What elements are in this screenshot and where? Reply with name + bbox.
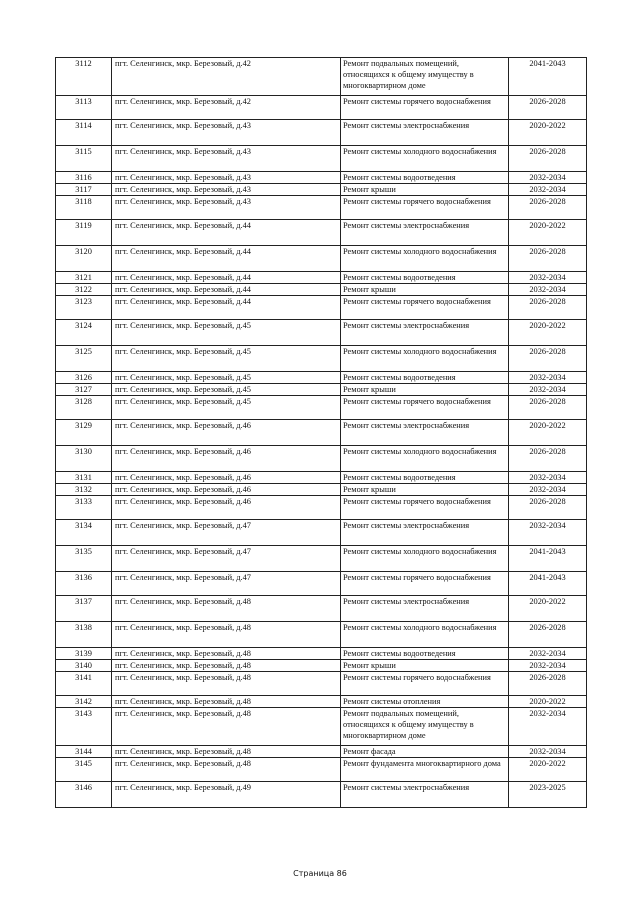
- row-address: пгт. Селенгинск, мкр. Березовый, д.48: [112, 708, 341, 746]
- row-work-type: Ремонт системы горячего водоснабжения: [341, 396, 509, 420]
- row-address: пгт. Селенгинск, мкр. Березовый, д.43: [112, 146, 341, 172]
- row-period: 2020-2022: [509, 420, 587, 446]
- table-row: [56, 622, 587, 648]
- table-row: [56, 572, 587, 596]
- row-address: пгт. Селенгинск, мкр. Березовый, д.45: [112, 396, 341, 420]
- row-period: 2026-2028: [509, 672, 587, 696]
- row-period: 2032-2034: [509, 172, 587, 184]
- row-period: 2026-2028: [509, 622, 587, 648]
- row-period: 2032-2034: [509, 384, 587, 396]
- row-work-type: Ремонт системы холодного водоснабжения: [341, 346, 509, 372]
- row-number: 3114: [56, 120, 112, 146]
- row-address: пгт. Селенгинск, мкр. Березовый, д.49: [112, 782, 341, 808]
- row-address: пгт. Селенгинск, мкр. Березовый, д.48: [112, 648, 341, 660]
- row-period: 2032-2034: [509, 184, 587, 196]
- row-period: 2032-2034: [509, 708, 587, 746]
- row-work-type: Ремонт крыши: [341, 184, 509, 196]
- row-period: 2041-2043: [509, 58, 587, 96]
- row-number: 3145: [56, 758, 112, 782]
- row-work-type: Ремонт фундамента многоквартирного дома: [341, 758, 509, 782]
- row-work-type: Ремонт системы горячего водоснабжения: [341, 96, 509, 120]
- row-period: 2032-2034: [509, 520, 587, 546]
- row-address: пгт. Селенгинск, мкр. Березовый, д.45: [112, 384, 341, 396]
- table-row: [56, 446, 587, 472]
- row-period: 2032-2034: [509, 472, 587, 484]
- row-address: пгт. Селенгинск, мкр. Березовый, д.46: [112, 484, 341, 496]
- row-period: 2032-2034: [509, 660, 587, 672]
- row-work-type: Ремонт системы водоотведения: [341, 272, 509, 284]
- row-number: 3144: [56, 746, 112, 758]
- row-address: пгт. Селенгинск, мкр. Березовый, д.48: [112, 746, 341, 758]
- row-work-type: Ремонт системы электроснабжения: [341, 520, 509, 546]
- row-address: пгт. Селенгинск, мкр. Березовый, д.48: [112, 672, 341, 696]
- row-work-type: Ремонт крыши: [341, 284, 509, 296]
- row-work-type: Ремонт системы водоотведения: [341, 648, 509, 660]
- row-address: пгт. Селенгинск, мкр. Березовый, д.44: [112, 272, 341, 284]
- table-row: [56, 746, 587, 758]
- row-period: 2020-2022: [509, 758, 587, 782]
- table-row: [56, 146, 587, 172]
- row-period: 2032-2034: [509, 648, 587, 660]
- row-number: 3115: [56, 146, 112, 172]
- table-row: [56, 520, 587, 546]
- row-address: пгт. Селенгинск, мкр. Березовый, д.48: [112, 696, 341, 708]
- row-period: 2023-2025: [509, 782, 587, 808]
- row-period: 2020-2022: [509, 220, 587, 246]
- row-number: 3134: [56, 520, 112, 546]
- row-period: 2032-2034: [509, 746, 587, 758]
- row-address: пгт. Селенгинск, мкр. Березовый, д.43: [112, 172, 341, 184]
- table-row: [56, 708, 587, 746]
- row-number: 3136: [56, 572, 112, 596]
- row-address: пгт. Селенгинск, мкр. Березовый, д.45: [112, 320, 341, 346]
- row-number: 3133: [56, 496, 112, 520]
- table-row: [56, 420, 587, 446]
- row-address: пгт. Селенгинск, мкр. Березовый, д.45: [112, 346, 341, 372]
- row-work-type: Ремонт подвальных помещений, относящихся к общему имуществу в многоквартирном доме: [341, 58, 509, 96]
- row-period: 2041-2043: [509, 546, 587, 572]
- row-number: 3139: [56, 648, 112, 660]
- row-address: пгт. Селенгинск, мкр. Березовый, д.43: [112, 196, 341, 220]
- table-row: [56, 172, 587, 184]
- row-period: 2032-2034: [509, 272, 587, 284]
- table-row: [56, 120, 587, 146]
- row-number: 3121: [56, 272, 112, 284]
- row-address: пгт. Селенгинск, мкр. Березовый, д.44: [112, 296, 341, 320]
- row-number: 3116: [56, 172, 112, 184]
- table-row: [56, 648, 587, 660]
- row-period: 2032-2034: [509, 372, 587, 384]
- row-period: 2026-2028: [509, 96, 587, 120]
- table-row: [56, 58, 587, 96]
- row-number: 3131: [56, 472, 112, 484]
- row-work-type: Ремонт системы горячего водоснабжения: [341, 672, 509, 696]
- table-row: [56, 782, 587, 808]
- row-address: пгт. Селенгинск, мкр. Березовый, д.47: [112, 520, 341, 546]
- row-address: пгт. Селенгинск, мкр. Березовый, д.47: [112, 546, 341, 572]
- row-work-type: Ремонт системы электроснабжения: [341, 320, 509, 346]
- row-address: пгт. Селенгинск, мкр. Березовый, д.48: [112, 596, 341, 622]
- row-work-type: Ремонт крыши: [341, 384, 509, 396]
- table-row: [56, 372, 587, 384]
- row-address: пгт. Селенгинск, мкр. Березовый, д.47: [112, 572, 341, 596]
- row-number: 3140: [56, 660, 112, 672]
- row-number: 3113: [56, 96, 112, 120]
- row-work-type: Ремонт подвальных помещений, относящихся к общему имуществу в многоквартирном доме: [341, 708, 509, 746]
- row-number: 3125: [56, 346, 112, 372]
- row-address: пгт. Селенгинск, мкр. Березовый, д.46: [112, 496, 341, 520]
- row-number: 3135: [56, 546, 112, 572]
- table-row: [56, 220, 587, 246]
- row-work-type: Ремонт системы водоотведения: [341, 472, 509, 484]
- row-period: 2020-2022: [509, 596, 587, 622]
- row-period: 2032-2034: [509, 284, 587, 296]
- row-number: 3137: [56, 596, 112, 622]
- table-row: [56, 284, 587, 296]
- row-work-type: Ремонт фасада: [341, 746, 509, 758]
- table-row: [56, 484, 587, 496]
- row-period: 2026-2028: [509, 346, 587, 372]
- row-period: 2026-2028: [509, 496, 587, 520]
- table-row: [56, 246, 587, 272]
- row-number: 3141: [56, 672, 112, 696]
- row-period: 2026-2028: [509, 146, 587, 172]
- table-row: [56, 184, 587, 196]
- row-work-type: Ремонт системы электроснабжения: [341, 596, 509, 622]
- row-work-type: Ремонт системы водоотведения: [341, 372, 509, 384]
- table-row: [56, 96, 587, 120]
- row-work-type: Ремонт системы электроснабжения: [341, 120, 509, 146]
- row-work-type: Ремонт крыши: [341, 660, 509, 672]
- row-number: 3132: [56, 484, 112, 496]
- row-number: 3112: [56, 58, 112, 96]
- row-work-type: Ремонт системы горячего водоснабжения: [341, 572, 509, 596]
- row-number: 3126: [56, 372, 112, 384]
- table-row: [56, 672, 587, 696]
- row-address: пгт. Селенгинск, мкр. Березовый, д.44: [112, 284, 341, 296]
- row-work-type: Ремонт системы электроснабжения: [341, 782, 509, 808]
- row-number: 3122: [56, 284, 112, 296]
- row-period: 2020-2022: [509, 320, 587, 346]
- page-number: Страница 86: [293, 869, 347, 878]
- table-row: [56, 472, 587, 484]
- table-row: [56, 384, 587, 396]
- row-address: пгт. Селенгинск, мкр. Березовый, д.46: [112, 446, 341, 472]
- table-row: [56, 346, 587, 372]
- row-address: пгт. Селенгинск, мкр. Березовый, д.48: [112, 758, 341, 782]
- row-address: пгт. Селенгинск, мкр. Березовый, д.44: [112, 246, 341, 272]
- row-work-type: Ремонт системы холодного водоснабжения: [341, 622, 509, 648]
- row-address: пгт. Селенгинск, мкр. Березовый, д.44: [112, 220, 341, 246]
- table-row: [56, 660, 587, 672]
- row-work-type: Ремонт системы горячего водоснабжения: [341, 296, 509, 320]
- table-row: [56, 596, 587, 622]
- table-row: [56, 696, 587, 708]
- row-period: 2020-2022: [509, 120, 587, 146]
- row-work-type: Ремонт системы холодного водоснабжения: [341, 146, 509, 172]
- row-number: 3143: [56, 708, 112, 746]
- table-body: [56, 58, 587, 808]
- row-address: пгт. Селенгинск, мкр. Березовый, д.46: [112, 472, 341, 484]
- table-row: [56, 396, 587, 420]
- row-period: 2026-2028: [509, 246, 587, 272]
- row-number: 3119: [56, 220, 112, 246]
- table-row: [56, 496, 587, 520]
- row-work-type: Ремонт системы холодного водоснабжения: [341, 246, 509, 272]
- table-row: [56, 296, 587, 320]
- row-work-type: Ремонт крыши: [341, 484, 509, 496]
- row-address: пгт. Селенгинск, мкр. Березовый, д.45: [112, 372, 341, 384]
- row-number: 3118: [56, 196, 112, 220]
- row-address: пгт. Селенгинск, мкр. Березовый, д.48: [112, 622, 341, 648]
- row-work-type: Ремонт системы холодного водоснабжения: [341, 446, 509, 472]
- row-period: 2026-2028: [509, 296, 587, 320]
- row-work-type: Ремонт системы горячего водоснабжения: [341, 496, 509, 520]
- row-number: 3127: [56, 384, 112, 396]
- row-address: пгт. Селенгинск, мкр. Березовый, д.43: [112, 184, 341, 196]
- row-work-type: Ремонт системы холодного водоснабжения: [341, 546, 509, 572]
- row-period: 2032-2034: [509, 484, 587, 496]
- row-period: 2020-2022: [509, 696, 587, 708]
- row-work-type: Ремонт системы электроснабжения: [341, 420, 509, 446]
- row-address: пгт. Селенгинск, мкр. Березовый, д.46: [112, 420, 341, 446]
- row-address: пгт. Селенгинск, мкр. Березовый, д.42: [112, 58, 341, 96]
- row-period: 2026-2028: [509, 446, 587, 472]
- row-number: 3138: [56, 622, 112, 648]
- row-work-type: Ремонт системы отопления: [341, 696, 509, 708]
- row-number: 3124: [56, 320, 112, 346]
- table-row: [56, 546, 587, 572]
- row-number: 3142: [56, 696, 112, 708]
- row-number: 3117: [56, 184, 112, 196]
- row-number: 3129: [56, 420, 112, 446]
- table-row: [56, 272, 587, 284]
- row-number: 3146: [56, 782, 112, 808]
- row-period: 2041-2043: [509, 572, 587, 596]
- row-work-type: Ремонт системы водоотведения: [341, 172, 509, 184]
- table-row: [56, 196, 587, 220]
- row-number: 3128: [56, 396, 112, 420]
- table-row: [56, 758, 587, 782]
- repair-schedule-table: [55, 57, 587, 808]
- row-address: пгт. Селенгинск, мкр. Березовый, д.43: [112, 120, 341, 146]
- row-period: 2026-2028: [509, 396, 587, 420]
- row-number: 3120: [56, 246, 112, 272]
- row-work-type: Ремонт системы электроснабжения: [341, 220, 509, 246]
- row-number: 3130: [56, 446, 112, 472]
- row-number: 3123: [56, 296, 112, 320]
- row-period: 2026-2028: [509, 196, 587, 220]
- row-work-type: Ремонт системы горячего водоснабжения: [341, 196, 509, 220]
- table-row: [56, 320, 587, 346]
- row-address: пгт. Селенгинск, мкр. Березовый, д.42: [112, 96, 341, 120]
- row-address: пгт. Селенгинск, мкр. Березовый, д.48: [112, 660, 341, 672]
